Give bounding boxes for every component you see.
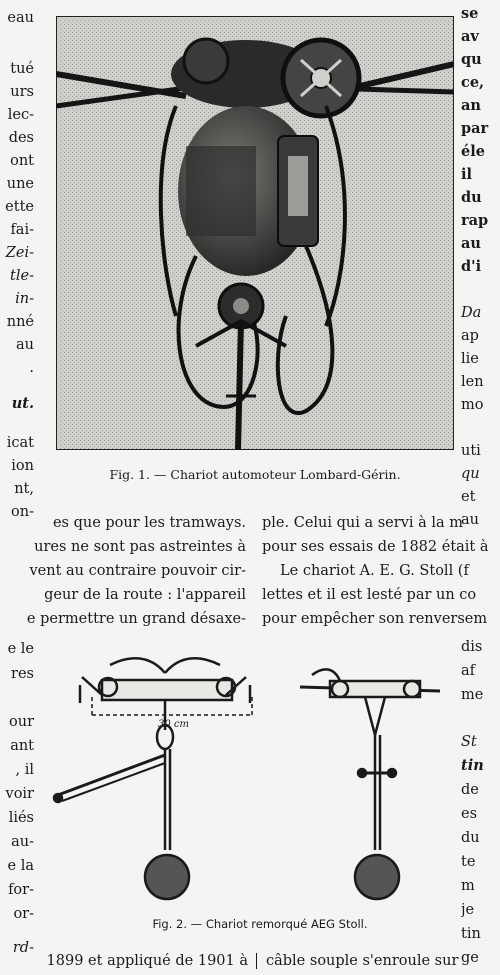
margin-fragment: tin [461, 926, 481, 942]
text-line: 1899 et appliqué de 1901 à [46, 953, 248, 969]
text-line: vent au contraire pouvoir cir- [29, 563, 246, 579]
margin-fragment: on- [11, 504, 34, 520]
margin-fragment: lec- [7, 107, 34, 123]
margin-fragment: Da [461, 305, 482, 321]
margin-fragment: et [461, 489, 476, 505]
margin-fragment: , il [15, 762, 34, 778]
margin-fragment: nt, [14, 481, 34, 497]
margin-fragment: des [8, 130, 34, 146]
margin-fragment: qu [461, 51, 482, 68]
margin-fragment: rap [461, 212, 489, 229]
margin-fragment: ut. [11, 395, 34, 412]
text-line: geur de la route : l'appareil [44, 587, 246, 603]
margin-fragment: je [461, 902, 475, 918]
figure-2-drawing [40, 655, 460, 905]
margin-fragment: il [461, 166, 473, 183]
margin-fragment: our [9, 714, 34, 730]
figure-1-caption: Fig. 1. — Chariot automoteur Lombard-Gérin. [109, 467, 401, 482]
margin-fragment: au- [11, 834, 34, 850]
margin-fragment: St [461, 734, 477, 750]
margin-fragment: icat [6, 435, 34, 451]
margin-fragment: ge [461, 950, 479, 966]
margin-fragment: ant [10, 738, 34, 754]
margin-fragment: du [461, 189, 482, 206]
margin-fragment: len [461, 374, 484, 390]
margin-fragment: an [461, 97, 481, 114]
margin-fragment: voir [5, 786, 34, 802]
column-separator [256, 953, 261, 969]
margin-fragment: or- [13, 906, 34, 922]
margin-fragment: eau [7, 10, 34, 26]
margin-fragment: res [11, 666, 34, 682]
margin-fragment: for- [8, 882, 34, 898]
text-line: es que pour les tramways. [52, 515, 246, 531]
text-line: lettes et il est lesté par un co [262, 587, 477, 603]
margin-fragment: du [461, 830, 480, 846]
margin-fragment: e la [7, 858, 34, 874]
margin-fragment: urs [10, 84, 34, 100]
margin-fragment: av [461, 28, 479, 45]
margin-fragment: af [461, 663, 476, 679]
margin-fragment: tué [10, 61, 34, 77]
margin-fragment: tle- [10, 268, 34, 284]
text-line: Le chariot A. E. G. Stoll (f [280, 563, 469, 579]
margin-fragment: liés [8, 810, 34, 826]
figure-2-caption: Fig. 2. — Chariot remorqué AEG Stoll. [152, 917, 368, 931]
margin-fragment: in- [15, 291, 34, 307]
margin-fragment: es [461, 806, 478, 822]
margin-fragment: e le [7, 641, 34, 657]
text-line: pour ses essais de 1882 était à [262, 539, 489, 555]
margin-fragment: mo [461, 397, 484, 413]
margin-fragment: ion [11, 458, 34, 474]
text-line: e permettre un grand désaxe- [26, 611, 246, 627]
margin-fragment: au [16, 337, 34, 353]
margin-fragment: par [461, 120, 489, 137]
margin-fragment: me [461, 687, 484, 703]
margin-fragment: m [461, 878, 475, 894]
margin-fragment: lie [461, 351, 479, 367]
margin-fragment: Zei- [5, 245, 34, 261]
margin-fragment: ette [5, 199, 34, 215]
margin-fragment: dis [461, 639, 483, 655]
margin-fragment: rd- [12, 940, 34, 956]
margin-fragment: uti [461, 443, 481, 459]
dimension-label: 30 cm [158, 719, 189, 730]
margin-fragment: nné [6, 314, 34, 330]
margin-fragment: éle [461, 143, 485, 160]
margin-fragment: ce, [461, 74, 485, 91]
text-line: ures ne sont pas astreintes à [34, 539, 246, 555]
margin-fragment: qu [461, 466, 480, 482]
margin-fragment: . [29, 360, 34, 376]
margin-fragment: d'i [461, 258, 482, 275]
margin-fragment: tin [461, 757, 484, 774]
text-line: câble souple s'enroule sur [266, 953, 459, 969]
text-line: pour empêcher son renversem [262, 611, 488, 627]
text-line: ple. Celui qui a servi à la m [262, 515, 464, 531]
margin-fragment: une [6, 176, 34, 192]
margin-fragment: ap [461, 328, 479, 344]
margin-fragment: au [461, 235, 481, 252]
margin-fragment: fai- [10, 222, 34, 238]
margin-fragment: au [461, 512, 479, 528]
figure-1-photo [56, 16, 454, 450]
margin-fragment: te [461, 854, 476, 870]
margin-fragment: ont [10, 153, 34, 169]
margin-fragment: se [461, 5, 479, 22]
margin-fragment: de [461, 782, 479, 798]
